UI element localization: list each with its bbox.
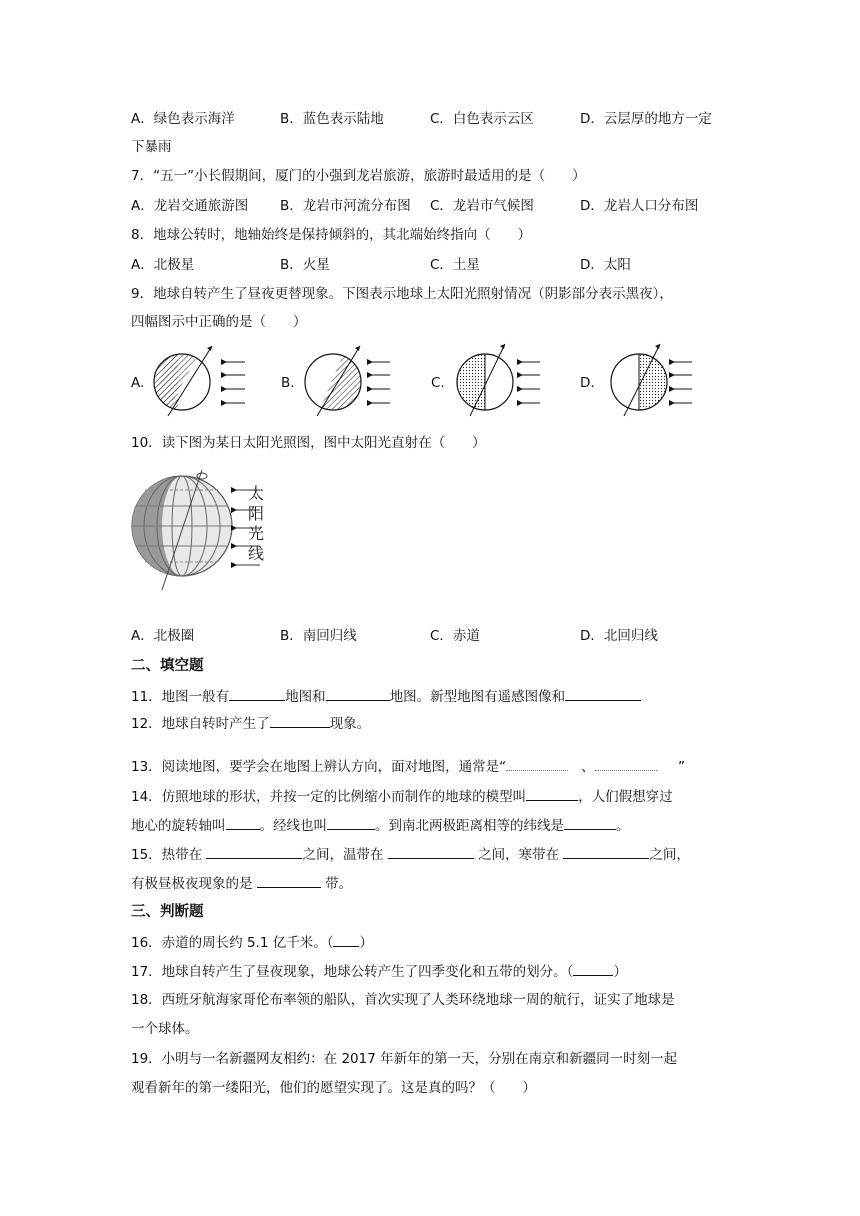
q10-option-a: A．北极圈 [131, 628, 195, 644]
sunlight-label-char: 太 [247, 484, 264, 503]
sunlight-label-char: 线 [247, 544, 264, 563]
section-heading-true-false: 三、判断题 [131, 904, 204, 920]
q18-line2: 一个球体。 [131, 1021, 199, 1037]
sunlight-label [246, 484, 266, 564]
answer-blank[interactable] [564, 815, 616, 830]
q13 [131, 756, 685, 777]
q14-text: 。到南北两极距离相等的纬线是 [375, 818, 564, 834]
q14-line1 [131, 786, 673, 807]
q10-option-d: D．北回归线 [580, 628, 658, 644]
q12-text: 12．地球自转时产生了 [131, 716, 270, 732]
q13-text: 13．阅读地图，要学会在地图上辨认方向，面对地图，通常是“ [131, 759, 507, 775]
answer-blank[interactable] [506, 756, 568, 771]
q15-line1 [131, 844, 690, 865]
q17-text: 17．地球自转产生了昼夜现象，地球公转产生了四季变化和五带的划分。（ [131, 964, 574, 980]
q11-text: 地图。新型地图有遥感图像和 [389, 689, 566, 705]
q15-text: 之间，温带在 [302, 847, 388, 863]
q17-text: ） [613, 964, 627, 980]
q15-text: 带。 [320, 876, 353, 892]
q9-stem-line2: 四幅图示中正确的是（ ） [131, 314, 307, 330]
q10-option-b: B．南回归线 [280, 628, 357, 644]
q8-option-a: A．北极星 [131, 257, 195, 273]
answer-blank[interactable] [388, 844, 474, 859]
answer-blank[interactable] [327, 815, 375, 830]
q7-option-d: D．龙岩人口分布图 [580, 198, 699, 214]
q11-text: 11．地图一般有 [131, 689, 230, 705]
sunlight-label-char: 阳 [247, 504, 264, 523]
q10-option-c: C．赤道 [430, 628, 480, 644]
q6-option-d: D．云层厚的地方一定 [580, 111, 712, 127]
q9-option-d: D. [580, 375, 595, 391]
q17 [131, 961, 627, 982]
answer-blank[interactable] [206, 844, 302, 859]
q9-figure-d [611, 344, 692, 416]
answer-blank[interactable] [229, 686, 285, 701]
q18-line1: 18．西班牙航海家哥伦布率领的船队，首次实现了人类环绕地球一周的航行，证实了地球是 [131, 992, 675, 1008]
q15-line2 [131, 873, 352, 894]
q12-text: 现象。 [329, 716, 371, 732]
q8-option-b: B．火星 [280, 257, 330, 273]
q6-option-d-continuation: 下暴雨 [131, 139, 172, 155]
q12 [131, 713, 370, 734]
q16-text: ） [359, 935, 373, 951]
q9-option-a: A. [131, 375, 145, 391]
q16 [131, 932, 373, 953]
q15-text: 之间， [649, 847, 690, 863]
answer-blank[interactable] [573, 961, 613, 976]
answer-blank[interactable] [565, 686, 641, 701]
q11-text: 地图和 [285, 689, 326, 705]
sunlight-label-char: 光 [247, 524, 264, 543]
q10-globe-figure [132, 470, 260, 590]
section-heading-fill-in: 二、填空题 [131, 658, 204, 674]
answer-blank[interactable] [257, 873, 321, 888]
q8-option-c: C．土星 [430, 257, 480, 273]
answer-blank[interactable] [595, 756, 657, 771]
answer-blank[interactable] [526, 786, 578, 801]
q8-option-d: D．太阳 [580, 257, 631, 273]
q9-option-c: C. [431, 375, 445, 391]
q19-line2: 观看新年的第一缕阳光，他们的愿望实现了。这是真的吗？（ ） [131, 1080, 536, 1096]
q6-option-c: C．白色表示云区 [430, 111, 534, 127]
q9-figure-b [305, 346, 390, 416]
q9-figure-a [150, 346, 245, 416]
q11 [131, 686, 641, 707]
q9-stem-line1: 9．地球自转产生了昼夜更替现象。下图表示地球上太阳光照射情况（阴影部分表示黑夜）， [131, 286, 673, 302]
q14-text: 地心的旋转轴叫 [131, 818, 226, 834]
q15-text: 有极昼极夜现象的是 [131, 876, 257, 892]
q7-option-a: A．龙岩交通旅游图 [131, 198, 249, 214]
q8-stem: 8．地球公转时，地轴始终是保持倾斜的，其北端始终指向（ ） [131, 227, 532, 243]
answer-blank[interactable] [270, 713, 330, 728]
q15-text: 15．热带在 [131, 847, 207, 863]
q13-text: ” [678, 759, 686, 775]
q9-option-b: B. [281, 375, 295, 391]
q15-text: 之间，寒带在 [473, 847, 564, 863]
q14-text: ，人们假想穿过 [578, 789, 673, 805]
answer-blank[interactable] [326, 686, 390, 701]
q14-line2 [131, 815, 630, 836]
answer-blank[interactable] [333, 932, 359, 947]
answer-blank[interactable] [563, 844, 649, 859]
answer-blank[interactable] [226, 815, 260, 830]
q7-option-b: B．龙岩市河流分布图 [280, 198, 411, 214]
q14-text: 。 [616, 818, 630, 834]
q16-text: 16．赤道的周长约 5.1 亿千米。（ [131, 935, 334, 951]
q9-figure-c [455, 344, 540, 416]
q13-text: 、 [581, 759, 595, 775]
q19-line1: 19．小明与一名新疆网友相约：在 2017 年新年的第一天，分别在南京和新疆同一时刻一起 [131, 1051, 678, 1067]
q10-stem: 10．读下图为某日太阳光照图，图中太阳光直射在（ ） [131, 435, 486, 451]
q14-text: 14．仿照地球的形状，并按一定的比例缩小而制作的地球的模型叫 [131, 789, 527, 805]
q7-stem: 7．“五一”小长假期间，厦门的小强到龙岩旅游，旅游时最适用的是（ ） [131, 168, 586, 184]
q6-option-a: A．绿色表示海洋 [131, 111, 235, 127]
q6-option-b: B．蓝色表示陆地 [280, 111, 384, 127]
q14-text: 。经线也叫 [259, 818, 327, 834]
q7-option-c: C．龙岩市气候图 [430, 198, 534, 214]
